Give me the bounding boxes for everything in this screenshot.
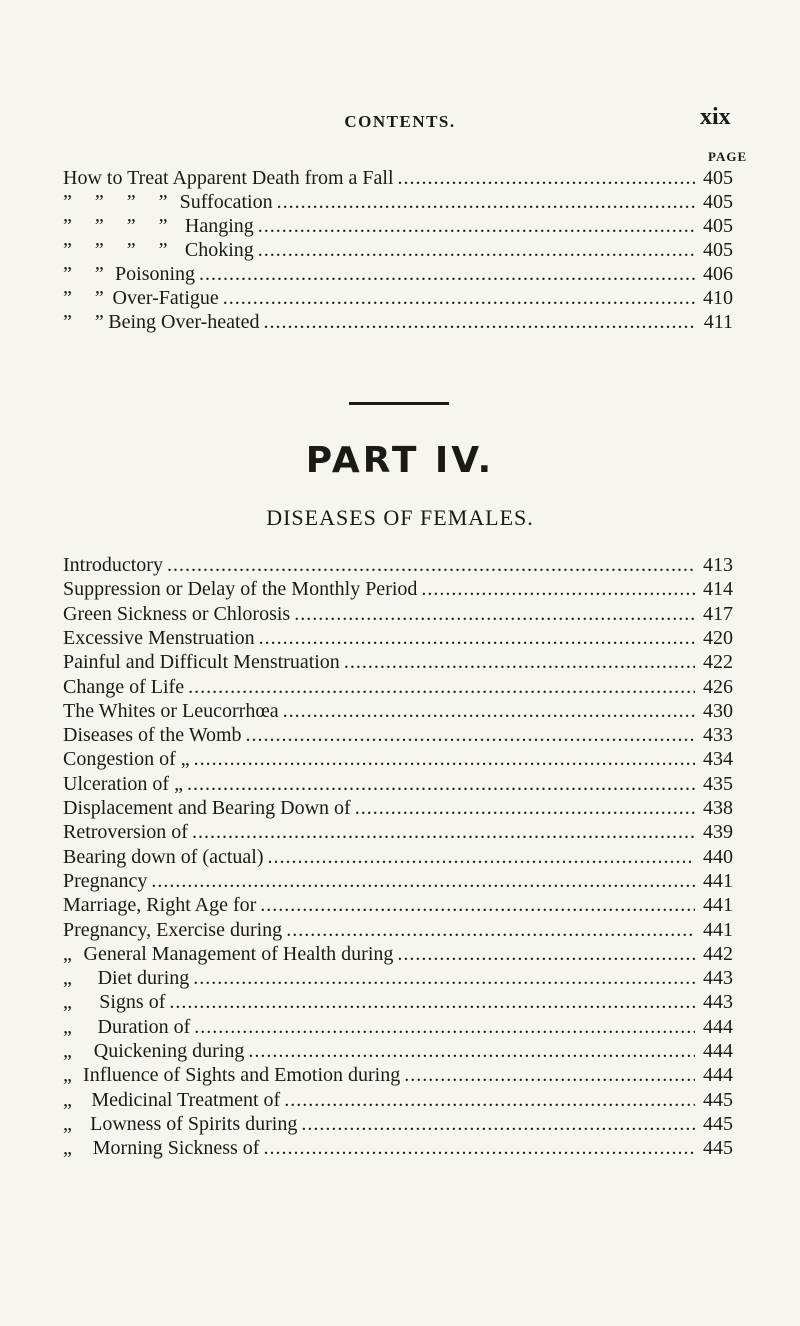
- toc-entry-page: 445: [703, 1137, 733, 1160]
- toc-entry-label: Choking: [184, 239, 254, 261]
- leader-dots: [263, 308, 695, 336]
- ditto-mark: „: [63, 1040, 72, 1062]
- toc-entry-page: 422: [703, 651, 733, 674]
- toc-entry-page: 434: [703, 748, 733, 771]
- toc-entry-label: How to Treat Apparent Death from a Fall: [63, 167, 394, 189]
- toc-entry-page: 414: [703, 578, 733, 601]
- toc-entry-label: Suffocation: [179, 191, 273, 213]
- ditto-mark: „: [63, 991, 72, 1014]
- toc-entry-page: 410: [703, 287, 733, 309]
- toc-entry-label: Displacement and Bearing Down of: [63, 797, 351, 819]
- toc-entry-page: 420: [703, 626, 733, 649]
- toc-entry-page: 444: [703, 1040, 733, 1062]
- ditto-mark: „: [63, 1112, 72, 1135]
- toc-entry-label: Suppression or Delay of the Monthly Period: [63, 578, 418, 601]
- ditto-mark: ” ” ” ”: [63, 191, 168, 213]
- toc-entry-page: 440: [703, 845, 733, 868]
- leader-dots: [263, 1134, 695, 1162]
- toc-entry-page: 444: [703, 1064, 733, 1087]
- toc-entry-label: Signs of: [99, 991, 166, 1014]
- toc-entry-label: Bearing down of (actual): [63, 845, 264, 868]
- toc-entry: [63, 308, 733, 336]
- toc-entry-page: 426: [703, 675, 733, 698]
- ditto-mark: ” ”: [63, 287, 104, 309]
- toc-entry-page: 445: [703, 1088, 733, 1111]
- toc-entry-page: 444: [703, 1015, 733, 1038]
- toc-entry-label: Change of Life: [63, 675, 185, 698]
- toc-entry-page: 443: [703, 991, 733, 1014]
- toc-entry-label: Ulceration of „: [63, 772, 183, 795]
- ditto-mark: ” ”: [63, 263, 104, 285]
- toc-entry-label: Morning Sickness of: [92, 1137, 260, 1160]
- toc-entry-label: Pregnancy, Exercise during: [63, 918, 283, 941]
- toc-entry-page: 433: [703, 724, 733, 747]
- toc-entry-label: Retroversion of: [63, 821, 188, 844]
- toc-entry-page: 430: [703, 699, 733, 722]
- toc-entry-page: 442: [703, 942, 733, 965]
- toc-entry-label: Lowness of Spirits during: [90, 1112, 298, 1135]
- toc-entry-page: 441: [703, 918, 733, 941]
- toc-entry-page: 411: [703, 311, 733, 333]
- ditto-mark: „: [63, 1088, 72, 1111]
- toc-entry-label: Poisoning: [115, 263, 196, 285]
- toc-entry-label: Influence of Sights and Emotion during: [83, 1064, 401, 1087]
- toc-entry-label: Over-Fatigue: [112, 287, 219, 309]
- toc-entry-page: 441: [703, 894, 733, 917]
- toc-entry-label: Marriage, Right Age for: [63, 894, 257, 917]
- toc-entry-page: 445: [703, 1112, 733, 1135]
- toc-entry-page: 443: [703, 967, 733, 990]
- toc-entry-label: Hanging: [184, 215, 254, 237]
- toc-entry-page: 438: [703, 797, 733, 819]
- toc-entry-page: 406: [703, 263, 733, 285]
- toc-entry-page: 405: [703, 191, 733, 213]
- ditto-mark: „: [63, 1064, 72, 1087]
- toc-entry-page: 405: [703, 215, 733, 237]
- toc-entry-page: 439: [703, 821, 733, 844]
- toc-entry-label: Introductory: [63, 554, 163, 576]
- toc-entry-label: Diet during: [97, 967, 190, 990]
- part-heading: PART IV.: [305, 440, 495, 481]
- toc-entry-page: 435: [703, 772, 733, 795]
- toc-entry-label: Green Sickness or Chlorosis: [63, 602, 291, 625]
- toc-entry-label: Quickening during: [93, 1040, 245, 1062]
- toc-entry-page: 405: [703, 167, 733, 189]
- toc-entry-label: Medicinal Treatment of: [91, 1088, 281, 1111]
- ditto-mark: „: [63, 942, 72, 965]
- section-heading: DISEASES OF FEMALES.: [266, 505, 534, 530]
- ditto-mark: „: [63, 967, 72, 990]
- ditto-mark: ” ”: [63, 311, 104, 333]
- toc-entry-label: Excessive Menstruation: [63, 626, 255, 649]
- divider-rule: [349, 402, 449, 405]
- toc-entry: [63, 1134, 733, 1162]
- ditto-mark: „: [63, 1015, 72, 1038]
- toc-entry-label: Diseases of the Womb: [63, 724, 242, 747]
- ditto-mark: „: [63, 1137, 72, 1160]
- ditto-mark: ” ” ” ”: [63, 215, 168, 237]
- page-folio: xix: [700, 104, 731, 130]
- toc-entry-page: 441: [703, 869, 733, 892]
- toc-entry-page: 417: [703, 602, 733, 625]
- toc-entry-label: Duration of: [97, 1015, 191, 1038]
- toc-entry-label: General Management of Health during: [83, 942, 394, 965]
- toc-entry-label: Congestion of „: [63, 748, 190, 771]
- ditto-mark: ” ” ” ”: [63, 239, 168, 261]
- toc-entry-page: 405: [703, 239, 733, 261]
- toc-entry-label: Being Over-heated: [108, 311, 260, 333]
- toc-entry-label: Painful and Difficult Menstruation: [63, 651, 340, 674]
- toc-entry-page: 413: [703, 554, 733, 576]
- toc-entry-label: Pregnancy: [63, 869, 148, 892]
- page-column-label: PAGE: [708, 149, 748, 164]
- toc-entry-label: The Whites or Leucorrhœa: [63, 699, 279, 722]
- page-header-title: CONTENTS.: [344, 112, 456, 131]
